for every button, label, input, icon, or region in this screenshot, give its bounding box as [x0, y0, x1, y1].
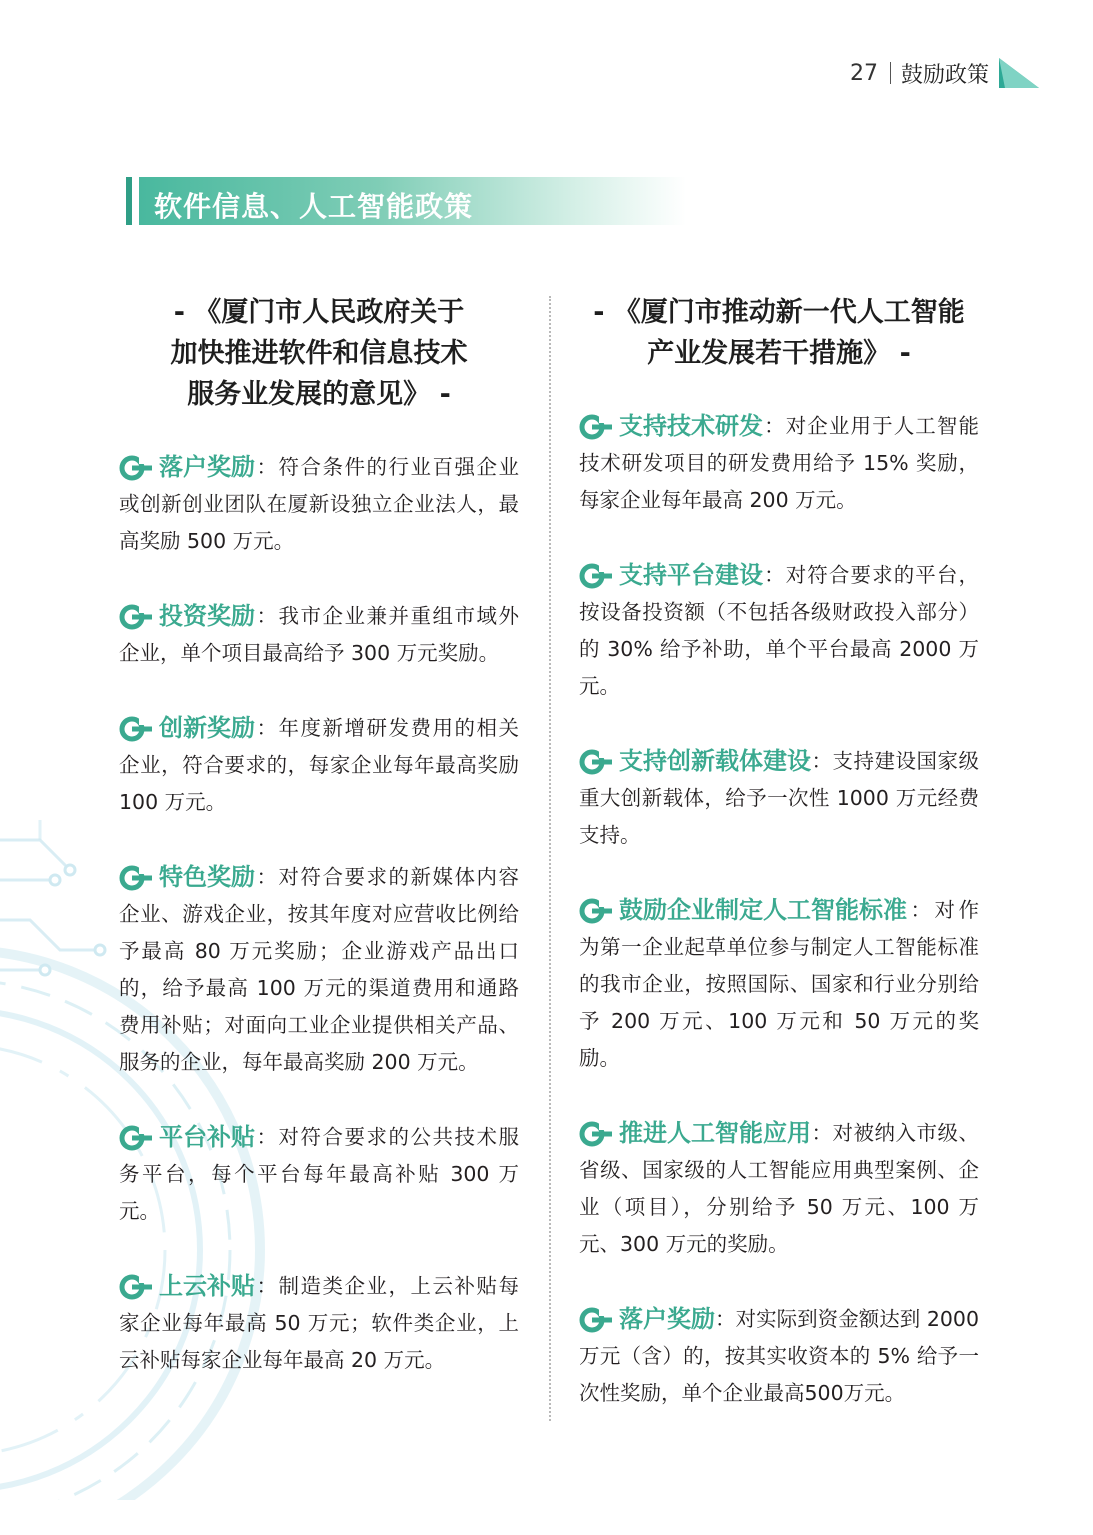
policy-item [579, 1301, 979, 1412]
policy-item-label: 支持平台建设 [619, 561, 763, 589]
policy-item-head [579, 892, 907, 929]
policy-item-separator: ： [255, 1274, 279, 1298]
policy-item-label: 创新奖励 [159, 714, 255, 742]
header-section-title: 鼓励政策 [900, 62, 989, 88]
g-arrow-icon [579, 1121, 613, 1147]
left-title-line: 加快推进软件和信息技术 [170, 338, 468, 369]
policy-item-text: 年度新增研发费用的相关企业，符合要求的，每家企业每年最高奖励 100 万元。 [119, 716, 519, 814]
right-column [579, 292, 979, 1450]
policy-item-separator: ： [255, 1125, 279, 1149]
policy-item-label: 支持技术研发 [619, 412, 763, 440]
policy-item-label: 鼓励企业制定人工智能标准 [619, 896, 907, 924]
page-header [850, 58, 1039, 88]
policy-item-text: 对被纳入市级、省级、国家级的人工智能应用典型案例、企业（项目），分别给予 50 万元、100 万元、300 万元的奖励。 [579, 1121, 979, 1256]
policy-item-label: 推进人工智能应用 [619, 1119, 811, 1147]
policy-item-text: 符合条件的行业百强企业或创新创业团队在厦新设独立企业法人，最高奖励 500 万元。 [119, 455, 519, 553]
left-column [119, 292, 519, 1417]
policy-item-separator: ： [907, 898, 935, 922]
policy-item-head [579, 743, 811, 780]
policy-item-separator: ： [763, 563, 786, 587]
policy-item [119, 710, 519, 821]
policy-item [119, 859, 519, 1081]
left-title-line: - 《厦门市人民政府关于 [173, 297, 465, 328]
g-arrow-icon [119, 455, 153, 481]
policy-item [579, 1115, 979, 1263]
header-separator [890, 62, 891, 84]
g-arrow-icon [579, 563, 613, 589]
policy-item-separator: ： [255, 865, 279, 889]
policy-item-label: 落户奖励 [159, 453, 255, 481]
policy-item-text: 制造类企业，上云补贴每家企业每年最高 50 万元；软件类企业，上云补贴每家企业每年最高 20 万元。 [119, 1274, 519, 1372]
policy-item [119, 1268, 519, 1379]
policy-item-separator: ： [811, 1121, 833, 1145]
policy-item-label: 落户奖励 [619, 1305, 715, 1333]
policy-item-head [579, 408, 763, 445]
policy-item-label: 平台补贴 [159, 1123, 255, 1151]
policy-item-head [119, 710, 255, 747]
right-title-line: 产业发展若干措施》 - [647, 338, 911, 369]
policy-item-separator: ： [811, 749, 833, 773]
policy-item-separator: ： [255, 604, 279, 628]
policy-item [119, 598, 519, 672]
page-number: 27 [849, 60, 878, 86]
right-title-line: - 《厦门市推动新一代人工智能 [593, 297, 965, 328]
g-arrow-icon [579, 898, 613, 924]
policy-item [119, 1119, 519, 1230]
policy-item-text: 对企业用于人工智能技术研发项目的研发费用给予 15% 奖励，每家企业每年最高 200 万元。 [579, 414, 980, 512]
g-arrow-icon [119, 716, 153, 742]
g-arrow-icon [119, 865, 153, 891]
policy-item-head [579, 1115, 811, 1152]
policy-item-text: 对符合要求的平台，按设备投资额（不包括各级财政投入部分）的 30% 给予补助，单个平台最高 2000 万元。 [579, 563, 980, 698]
policy-item-head [119, 1119, 255, 1156]
policy-item-separator: ： [255, 455, 279, 479]
policy-item-head [119, 859, 255, 896]
column-divider [549, 296, 551, 1421]
triangle-icon [999, 58, 1039, 88]
policy-item-text: 对符合要求的新媒体内容企业、游戏企业，按其年度对应营收比例给予最高 80 万元奖励；企业游戏产品出口的，给予最高 100 万元的渠道费用和通路费用补贴；对面向工业企业提供相关产品、服务的企业，每年最高奖励 200 万元。 [119, 865, 519, 1074]
policy-item-label: 上云补贴 [159, 1272, 255, 1300]
policy-item-text: 对实际到资金额达到 2000 万元（含）的，按其实收资本的 5% 给予一次性奖励，单个企业最高500万元。 [579, 1307, 980, 1405]
g-arrow-icon [579, 1307, 613, 1333]
policy-item-label: 投资奖励 [159, 602, 255, 630]
policy-item [579, 892, 979, 1077]
policy-item [119, 449, 519, 560]
policy-item [579, 408, 979, 519]
policy-item-text: 我市企业兼并重组市域外企业，单个项目最高给予 300 万元奖励。 [119, 604, 519, 665]
policy-item-head [119, 1268, 255, 1305]
policy-item-head [119, 449, 255, 486]
policy-item-text: 对符合要求的公共技术服务平台，每个平台每年最高补贴 300 万元。 [119, 1125, 519, 1223]
policy-item-head [579, 1301, 715, 1338]
g-arrow-icon [579, 749, 613, 775]
policy-item-separator: ： [715, 1307, 736, 1331]
policy-item [579, 743, 979, 854]
g-arrow-icon [119, 1274, 153, 1300]
policy-item-label: 特色奖励 [159, 863, 255, 891]
policy-item-label: 支持创新载体建设 [619, 747, 811, 775]
policy-item-head [579, 557, 763, 594]
policy-item-separator: ： [255, 716, 279, 740]
section-title: 软件信息、人工智能政策 [154, 190, 474, 223]
left-title-line: 服务业发展的意见》 - [187, 379, 451, 410]
policy-item-text: 支持建设国家级重大创新载体，给予一次性 1000 万元经费支持。 [579, 749, 979, 847]
right-doc-title [579, 292, 979, 374]
g-arrow-icon [579, 414, 613, 440]
g-arrow-icon [119, 604, 153, 630]
policy-item [579, 557, 979, 705]
g-arrow-icon [119, 1125, 153, 1151]
section-banner [126, 177, 686, 225]
left-doc-title [119, 292, 519, 415]
policy-item-text: 对作为第一企业起草单位参与制定人工智能标准的我市企业，按照国际、国家和行业分别给予 200 万元、100 万元和 50 万元的奖励。 [579, 898, 979, 1070]
policy-item-head [119, 598, 255, 635]
policy-item-separator: ： [763, 414, 786, 438]
